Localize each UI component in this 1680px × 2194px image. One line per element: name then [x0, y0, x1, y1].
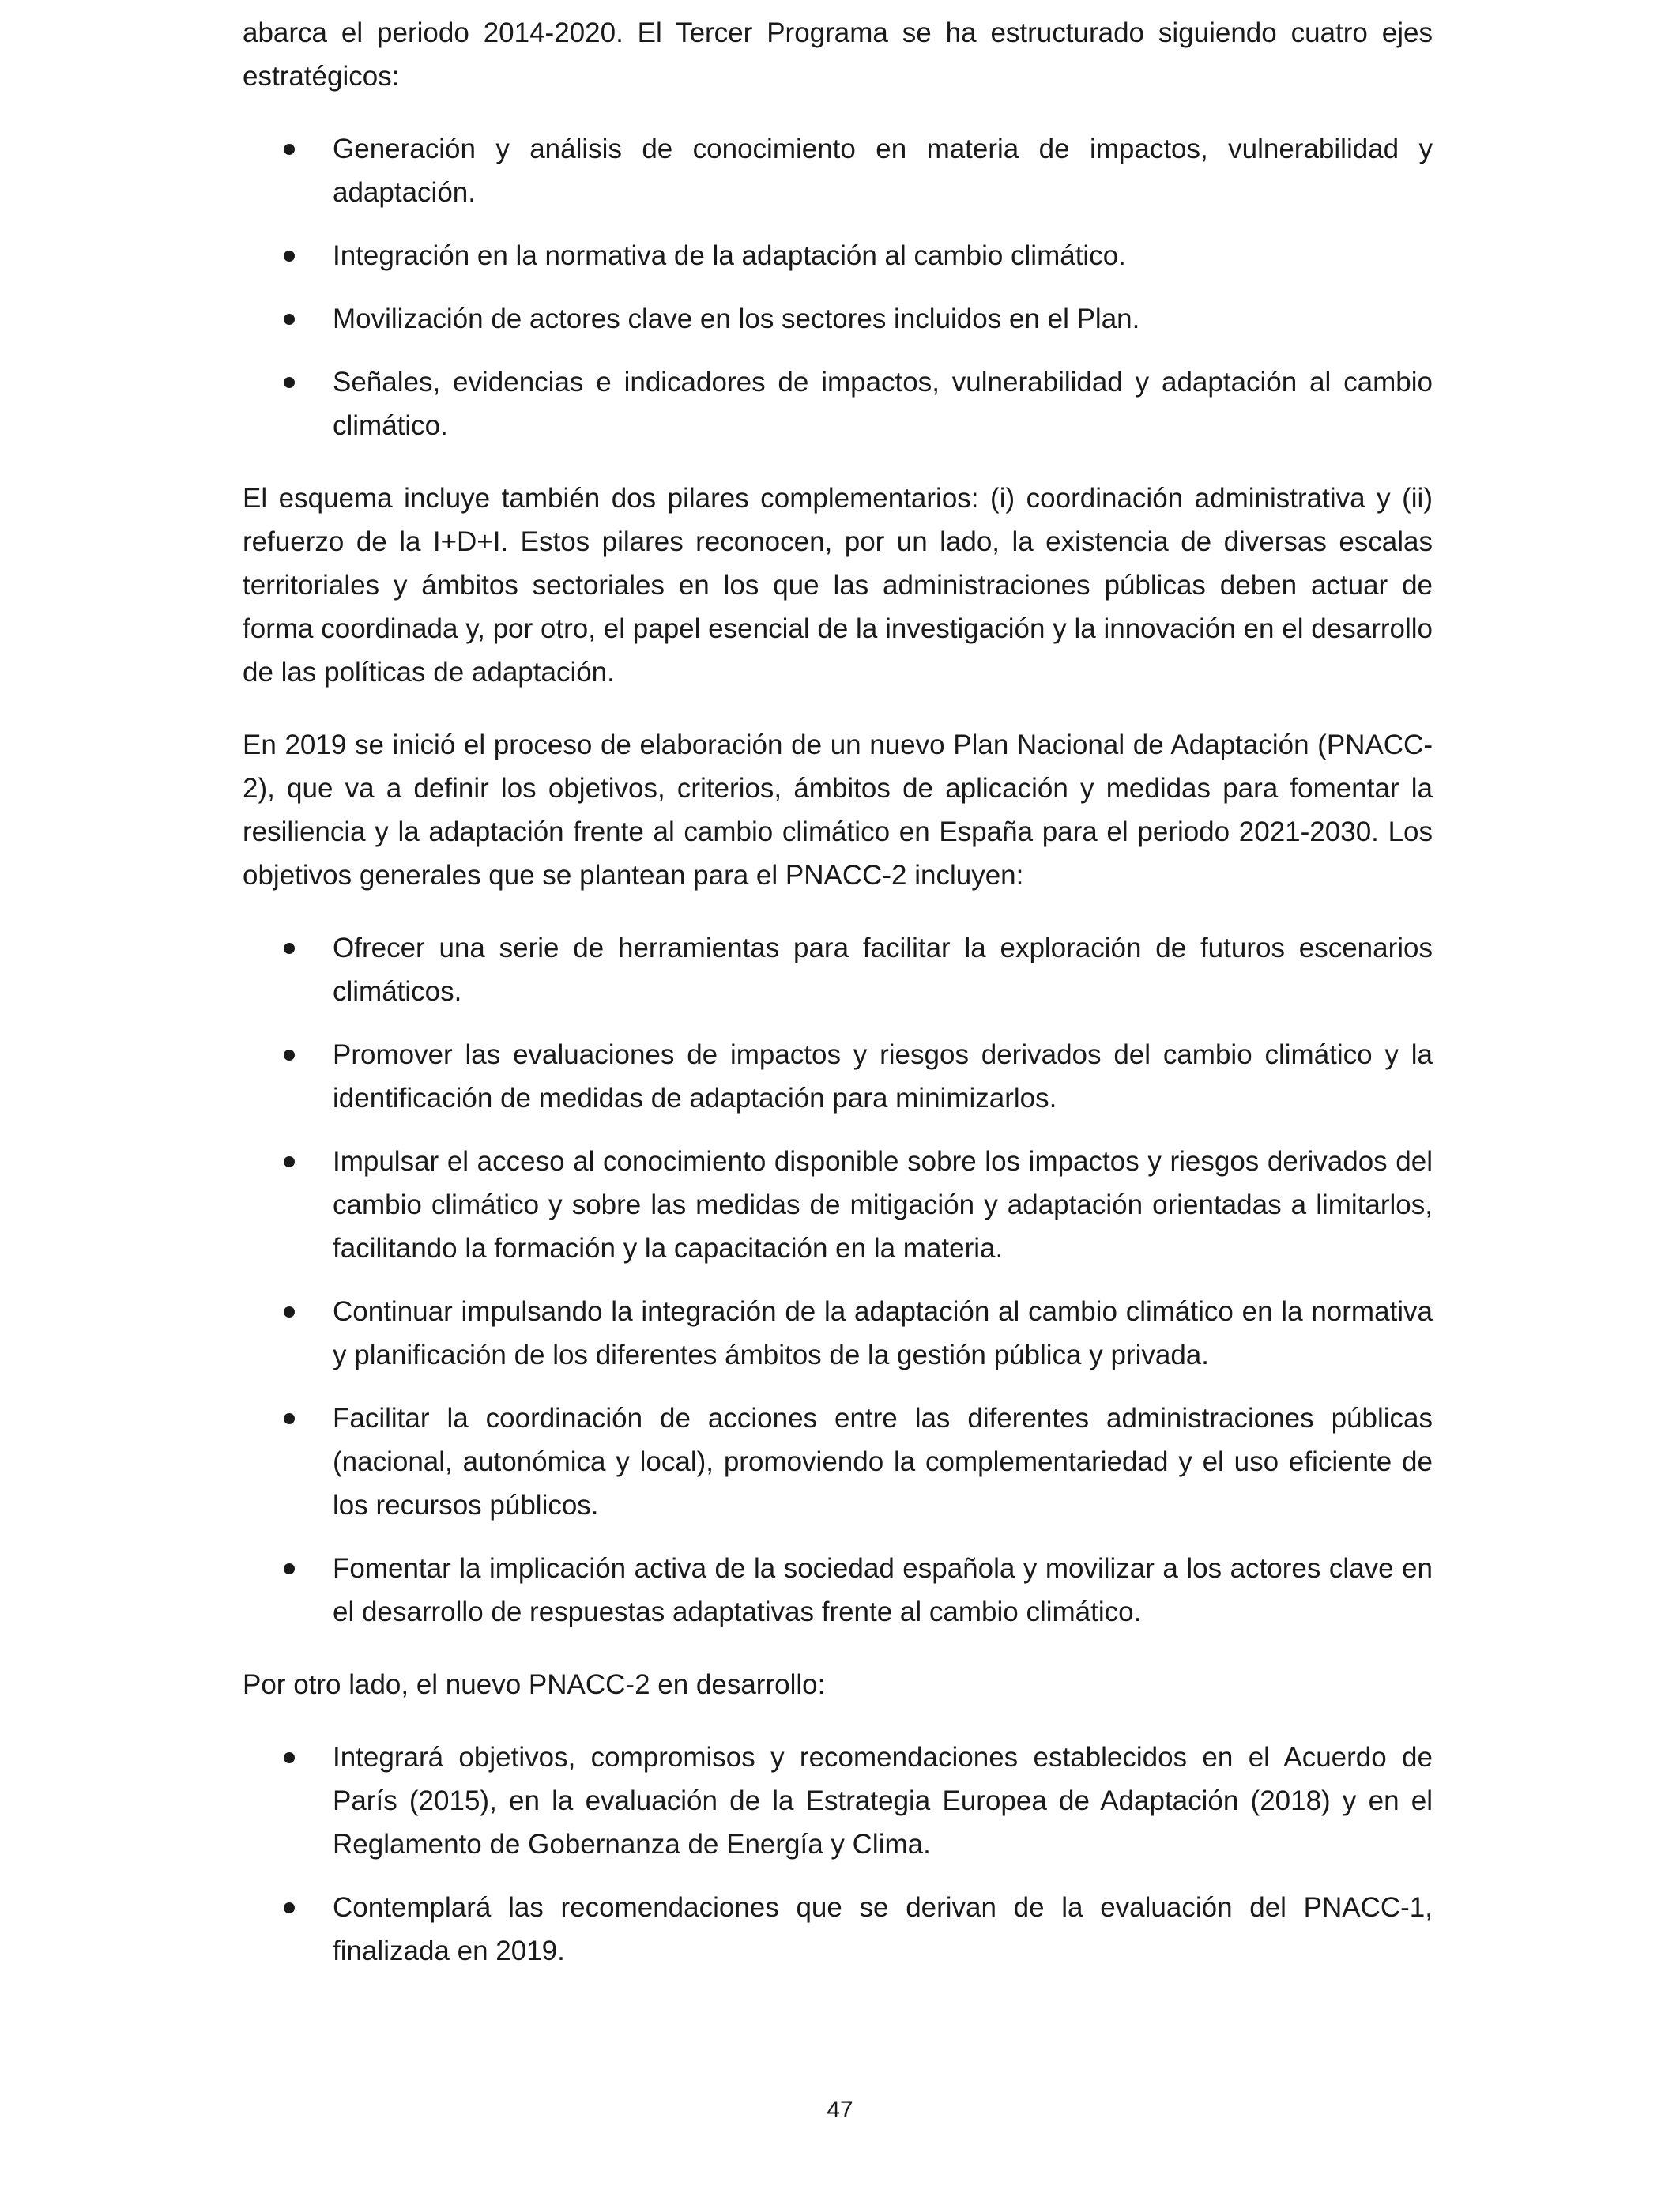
bullet-icon — [284, 144, 295, 155]
list-item — [243, 297, 1433, 341]
list-item-text: Integración en la normativa de la adaptación al cambio climático. — [333, 240, 1126, 271]
intro-paragraph: abarca el periodo 2014-2020. El Tercer Programa se ha estructurado siguiendo cuatro ejes estratégicos: — [243, 17, 1433, 92]
bullet-icon — [284, 1156, 295, 1167]
page-number: 47 — [827, 2097, 853, 2123]
list-item — [243, 1140, 1433, 1270]
bullet-icon — [284, 251, 295, 262]
objectives-list — [243, 926, 1433, 1634]
list-item — [243, 1033, 1433, 1120]
bullet-icon — [284, 1050, 295, 1061]
list-item — [243, 1397, 1433, 1527]
list-item-text: Señales, evidencias e indicadores de impactos, vulnerabilidad y adaptación al cambio climático. — [333, 367, 1433, 441]
list-item — [243, 1736, 1433, 1866]
list-item — [243, 1886, 1433, 1973]
pnacc2-paragraph: En 2019 se inició el proceso de elaboración de un nuevo Plan Nacional de Adaptación (PNACC-2), que va a definir los objetivos, criterios, ámbitos de aplicación y medidas para fomentar la resiliencia y la adaptación frente al cambio climático en España para el periodo 2021-2030. Los objetivos generales que se plantean para el PNACC-2 incluyen: — [243, 729, 1433, 891]
bullet-icon — [284, 314, 295, 325]
page-body — [243, 11, 1433, 1973]
list-item — [243, 234, 1433, 277]
bullet-icon — [284, 377, 295, 388]
list-item-text: Contemplará las recomendaciones que se derivan de la evaluación del PNACC-1, finalizada en 2019. — [333, 1892, 1433, 1966]
strategic-axes-list — [243, 127, 1433, 447]
list-item-text: Generación y análisis de conocimiento en materia de impactos, vulnerabilidad y adaptación. — [333, 134, 1433, 208]
pillars-paragraph: El esquema incluye también dos pilares complementarios: (i) coordinación administrativa y (ii) refuerzo de la I+D+I. Estos pilares reconocen, por un lado, la existencia de diversas escalas territoriales y ámbitos sectoriales en los que las administraciones públicas deben actuar de forma coordinada y, por otro, el papel esencial de la investigación y la innovación en el desarrollo de las políticas de adaptación. — [243, 483, 1433, 688]
list-item — [243, 360, 1433, 447]
development-list — [243, 1736, 1433, 1973]
bullet-icon — [284, 1413, 295, 1424]
list-item — [243, 1547, 1433, 1634]
list-item — [243, 1290, 1433, 1377]
list-item-text: Promover las evaluaciones de impactos y riesgos derivados del cambio climático y la identificación de medidas de adaptación para minimizarlos. — [333, 1039, 1433, 1114]
bullet-icon — [284, 943, 295, 954]
bullet-icon — [284, 1752, 295, 1763]
list-item-text: Integrará objetivos, compromisos y recomendaciones establecidos en el Acuerdo de París (2015), en la evaluación de la Estrategia Europea de Adaptación (2018) y en el Reglamento de Gobernanza de Energía y Clima. — [333, 1742, 1433, 1860]
list-item-text: Facilitar la coordinación de acciones entre las diferentes administraciones públicas (nacional, autonómica y local), promoviendo la complementariedad y el uso eficiente de los recursos públicos. — [333, 1403, 1433, 1521]
list-item-text: Movilización de actores clave en los sectores incluidos en el Plan. — [333, 303, 1140, 334]
bullet-icon — [284, 1902, 295, 1913]
bullet-icon — [284, 1563, 295, 1574]
list-item — [243, 926, 1433, 1013]
bullet-icon — [284, 1306, 295, 1318]
list-item-text: Continuar impulsando la integración de la adaptación al cambio climático en la normativa y planificación de los diferentes ámbitos de la gestión pública y privada. — [333, 1296, 1433, 1370]
list-item-text: Fomentar la implicación activa de la sociedad española y movilizar a los actores clave en el desarrollo de respuestas adaptativas frente al cambio climático. — [333, 1553, 1433, 1627]
list-item-text: Impulsar el acceso al conocimiento disponible sobre los impactos y riesgos derivados del cambio climático y sobre las medidas de mitigación y adaptación orientadas a limitarlos, facilitando la formación y la capacitación en la materia. — [333, 1146, 1433, 1264]
development-paragraph: Por otro lado, el nuevo PNACC-2 en desarrollo: — [243, 1669, 826, 1700]
list-item — [243, 127, 1433, 214]
list-item-text: Ofrecer una serie de herramientas para facilitar la exploración de futuros escenarios climáticos. — [333, 933, 1433, 1007]
